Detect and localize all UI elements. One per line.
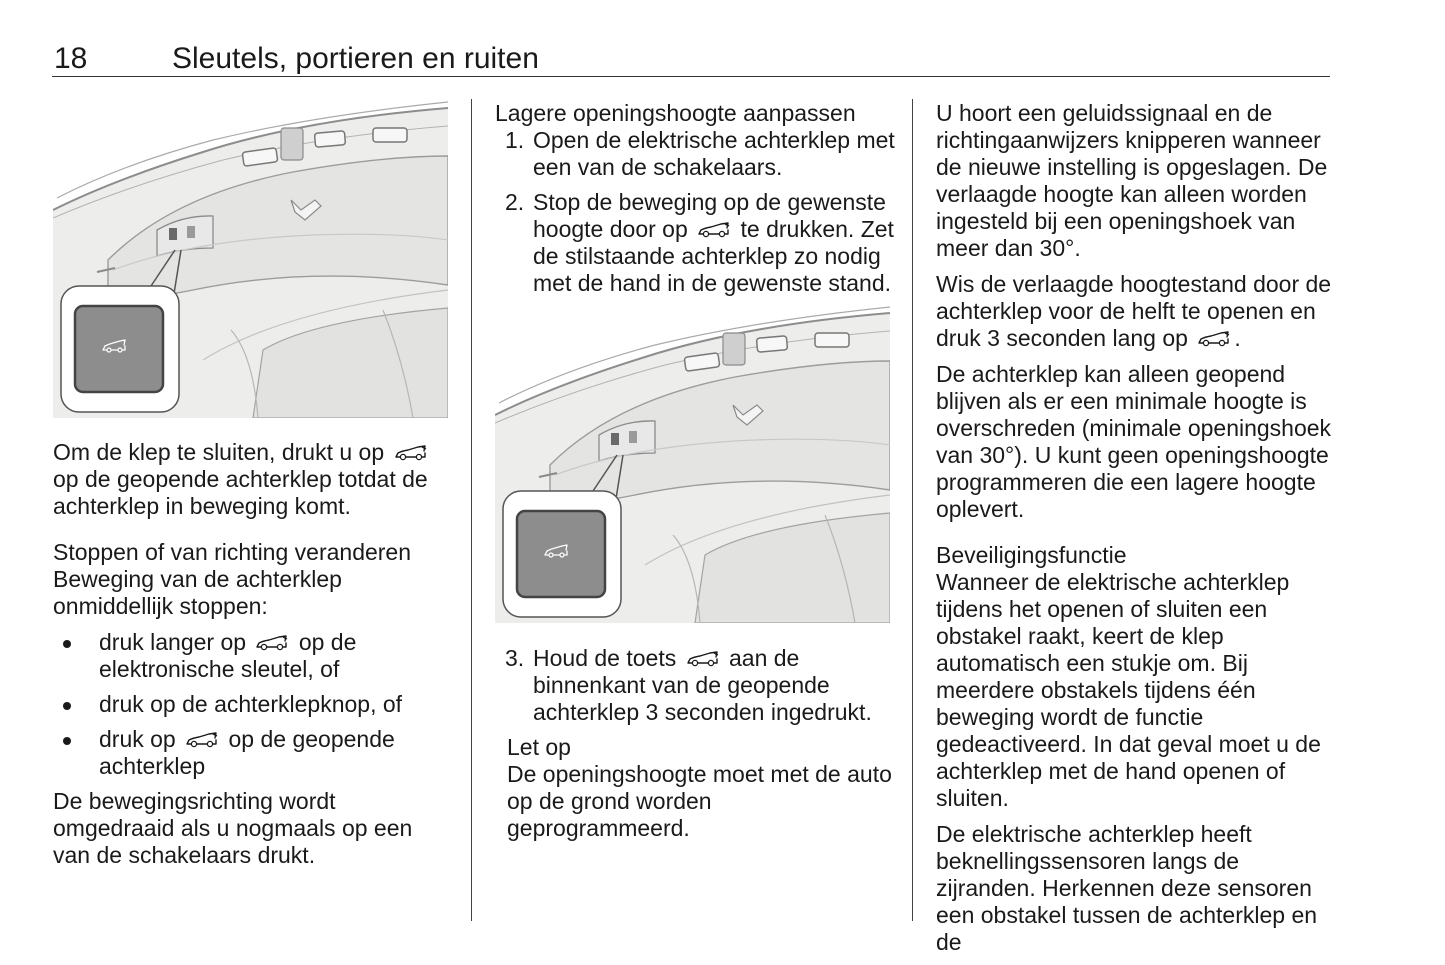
list-item: druk op de achterklepknop, of [53,691,453,718]
column-left [53,100,453,878]
column-middle [495,100,895,851]
car-tailgate-icon [255,635,289,651]
sensor-paragraph: De elektrische achterklep heeft beknellingssensoren langs de zijranden. Herkennen deze sensoren een obstakel tussen de achterklep en de [936,821,1318,955]
min-height-paragraph: De achterklep kan alleen geopend blijven als er een minimale hoogte is overschreden (minimale openingshoek van 30°). U kunt geen openingshoogte programmeren die een lagere hoogte oplevert. [936,361,1332,522]
list-item: 3. Houd de toets aan de binnenkant van de geopende achterklep 3 seconden ingedrukt. [505,645,872,725]
note-paragraph: De openingshoogte moet met de auto op de grond worden geprogrammeerd. [507,761,892,841]
direction-paragraph: De bewegingsrichting wordt omgedraaid als u nogmaals op een van de schakelaars drukt. [53,788,413,868]
tailgate-switch-figure [53,100,448,418]
close-paragraph: Om de klep te sluiten, drukt u op op de geopende achterklep totdat de achterklep in beweging komt. [53,439,428,519]
stop-list [53,629,453,780]
page-title: Sleutels, portieren en ruiten [172,42,539,75]
stop-heading: Stoppen of van richting veranderen [53,539,412,565]
bullet-icon [63,737,71,745]
header-rule [52,76,1330,77]
car-tailgate-icon [697,222,731,238]
list-item: druk langer op op de elektronische sleutel, of [53,629,453,683]
page-number: 18 [54,42,88,75]
clear-paragraph: Wis de verlaagde hoogtestand door de achterklep voor de helft te openen en druk 3 seconden lang op . [936,271,1332,351]
list-item: 2. Stop de beweging op de gewenste hoogte door op te drukken. Zet de stilstaande achterklep zo nodig met de hand in de gewenste stand. [505,189,894,296]
list-item: 1. Open de elektrische achterklep met een van de schakelaars. [505,127,895,180]
bullet-icon [63,640,71,648]
column-divider [912,99,913,921]
safety-paragraph: Wanneer de elektrische achterklep tijdens het openen of sluiten een obstakel raakt, keert de klep automatisch een stukje om. Bij meerdere obstakels tijdens één beweging wordt de functie gedeactiveerd. In dat geval moet u de achterklep met de hand openen of sluiten. [936,569,1321,811]
column-right [936,100,1332,965]
note-heading: Let op [507,734,571,760]
steps-list [495,127,895,297]
safety-heading: Beveiligingsfunctie [936,542,1127,568]
list-item: druk op op de geopende achterklep [53,726,453,780]
signal-paragraph: U hoort een geluidssignaal en de richtingaanwijzers knipperen wanneer de nieuwe instelling is opgeslagen. De verlaagde hoogte kan alleen worden ingesteld bij een openingshoek van meer dan 30°. [936,100,1328,261]
stop-intro: Beweging van de achterklep onmiddellijk stoppen: [53,566,342,619]
section-heading: Lagere openingshoogte aanpassen [495,100,856,126]
bullet-icon [63,702,71,710]
car-tailgate-icon [686,651,720,667]
car-tailgate-icon [185,732,219,748]
steps-list [495,645,895,726]
car-tailgate-icon [1197,331,1231,347]
car-tailgate-icon [394,445,428,461]
tailgate-switch-figure [495,305,890,623]
column-divider [471,99,472,921]
note-block [495,734,895,842]
